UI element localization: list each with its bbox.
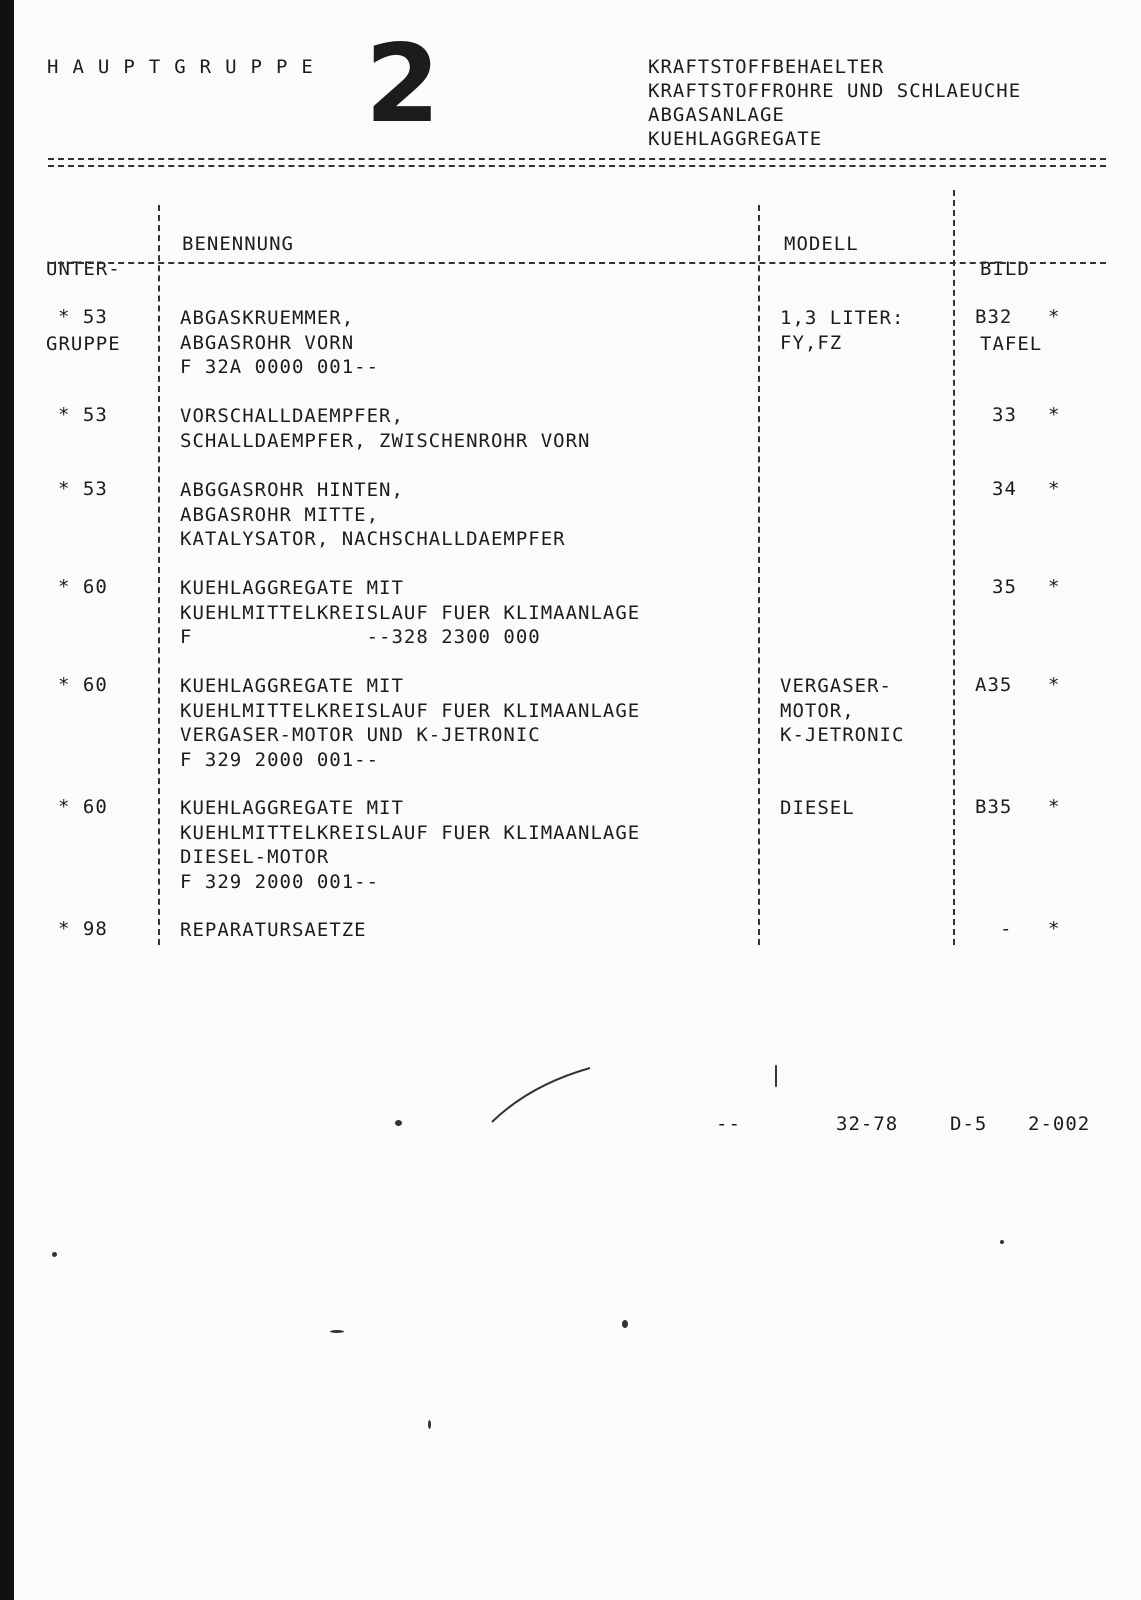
description-line: VORSCHALLDAEMPFER,: [180, 405, 404, 427]
table-row-model: [780, 306, 904, 355]
description-line: KUEHLMITTELKREISLAUF FUER KLIMAANLAGE: [180, 601, 641, 624]
scan-speck: [775, 1065, 777, 1087]
description-line: VERGASER-MOTOR UND K-JETRONIC: [180, 724, 541, 746]
headline-line: KRAFTSTOFFROHRE UND SCHLAEUCHE: [648, 80, 1022, 102]
table-row-mark: *: [1048, 576, 1060, 598]
model-line: DIESEL: [780, 797, 855, 819]
col-header-benennung: BENENNUNG: [182, 233, 294, 255]
description-line: F 329 2000 001--: [180, 870, 380, 893]
table-row-description: [180, 674, 640, 772]
table-row-group: * 60: [58, 576, 108, 598]
footer-code-1: 32-78: [836, 1113, 899, 1135]
table-row-description: [180, 796, 640, 894]
main-group-number: 2: [365, 22, 441, 147]
scan-speck: [395, 1120, 402, 1126]
col-header-untergruppe: [46, 207, 121, 382]
scan-speck: [330, 1330, 344, 1333]
column-divider: [758, 205, 760, 945]
col-header-bildtafel: [980, 207, 1042, 382]
description-line: KUEHLAGGREGATE MIT: [180, 577, 404, 599]
description-line: KUEHLAGGREGATE MIT: [180, 675, 404, 697]
table-row-bildtafel: -: [1000, 918, 1013, 940]
description-line: ABGASROHR MITTE,: [180, 503, 380, 526]
col-header-line: UNTER-: [46, 258, 121, 280]
table-row-group: * 53: [58, 478, 108, 500]
footer-code-3: 2-002: [1028, 1113, 1091, 1135]
scan-scratch: [490, 1060, 600, 1130]
table-row-bildtafel: 34: [992, 478, 1017, 500]
col-header-modell: MODELL: [784, 233, 859, 255]
description-line: F 329 2000 001--: [180, 748, 380, 771]
table-row-description: [180, 576, 640, 650]
description-line: KUEHLMITTELKREISLAUF FUER KLIMAANLAGE: [180, 821, 641, 844]
table-row-bildtafel: A35: [975, 674, 1013, 696]
table-row-mark: *: [1048, 404, 1060, 426]
main-group-title: HAUPTGRUPPE: [47, 56, 327, 78]
col-header-line: GRUPPE: [46, 333, 121, 355]
scan-speck: [428, 1420, 431, 1429]
description-line: ABGGASROHR HINTEN,: [180, 479, 404, 501]
table-row-group: * 53: [58, 306, 108, 328]
description-line: KUEHLAGGREGATE MIT: [180, 797, 404, 819]
header-separator-dashed: [48, 262, 1106, 264]
group-headline: [648, 55, 1021, 151]
table-row-group: * 98: [58, 918, 108, 940]
model-line: K-JETRONIC: [780, 724, 905, 746]
header-separator-double: [48, 158, 1106, 167]
table-row-bildtafel: 35: [992, 576, 1017, 598]
table-row-model: [780, 674, 904, 748]
description-line: F --328 2300 000: [180, 626, 541, 648]
model-line: FY,FZ: [780, 331, 843, 354]
description-line: ABGASKRUEMMER,: [180, 307, 355, 329]
table-row-group: * 60: [58, 674, 108, 696]
description-line: REPARATURSAETZE: [180, 919, 367, 941]
table-row-bildtafel: 33: [992, 404, 1017, 426]
footer-dash: --: [716, 1113, 741, 1135]
headline-line: ABGASANLAGE: [648, 104, 785, 126]
col-header-line: TAFEL: [980, 333, 1043, 355]
table-row-description: [180, 478, 566, 552]
table-row-description: [180, 404, 591, 453]
description-line: KATALYSATOR, NACHSCHALLDAEMPFER: [180, 528, 566, 550]
table-row-bildtafel: B32: [975, 306, 1013, 328]
column-divider: [158, 205, 160, 945]
scan-speck: [52, 1252, 57, 1257]
col-header-line: BILD: [980, 258, 1030, 280]
description-line: ABGASROHR VORN: [180, 331, 355, 354]
table-row-bildtafel: B35: [975, 796, 1013, 818]
table-row-model: [780, 796, 855, 821]
table-row-mark: *: [1048, 306, 1060, 328]
table-row-group: * 60: [58, 796, 108, 818]
description-line: KUEHLMITTELKREISLAUF FUER KLIMAANLAGE: [180, 699, 641, 722]
model-line: 1,3 LITER:: [780, 307, 905, 329]
column-divider: [953, 190, 955, 945]
table-row-description: [180, 918, 367, 943]
scan-speck: [1000, 1240, 1004, 1244]
table-row-description: [180, 306, 379, 380]
table-row-mark: *: [1048, 674, 1060, 696]
scan-speck: [622, 1320, 628, 1328]
footer-code-2: D-5: [950, 1113, 988, 1135]
description-line: F 32A 0000 001--: [180, 356, 380, 378]
table-row-mark: *: [1048, 478, 1060, 500]
description-line: SCHALLDAEMPFER, ZWISCHENROHR VORN: [180, 429, 591, 452]
table-row-group: * 53: [58, 404, 108, 426]
table-row-mark: *: [1048, 918, 1060, 940]
model-line: MOTOR,: [780, 699, 855, 722]
scan-edge-bar: [0, 0, 14, 1600]
headline-line: KRAFTSTOFFBEHAELTER: [648, 56, 885, 78]
table-row-mark: *: [1048, 796, 1060, 818]
model-line: VERGASER-: [780, 675, 892, 697]
description-line: DIESEL-MOTOR: [180, 846, 330, 868]
headline-line: KUEHLAGGREGATE: [648, 128, 823, 150]
